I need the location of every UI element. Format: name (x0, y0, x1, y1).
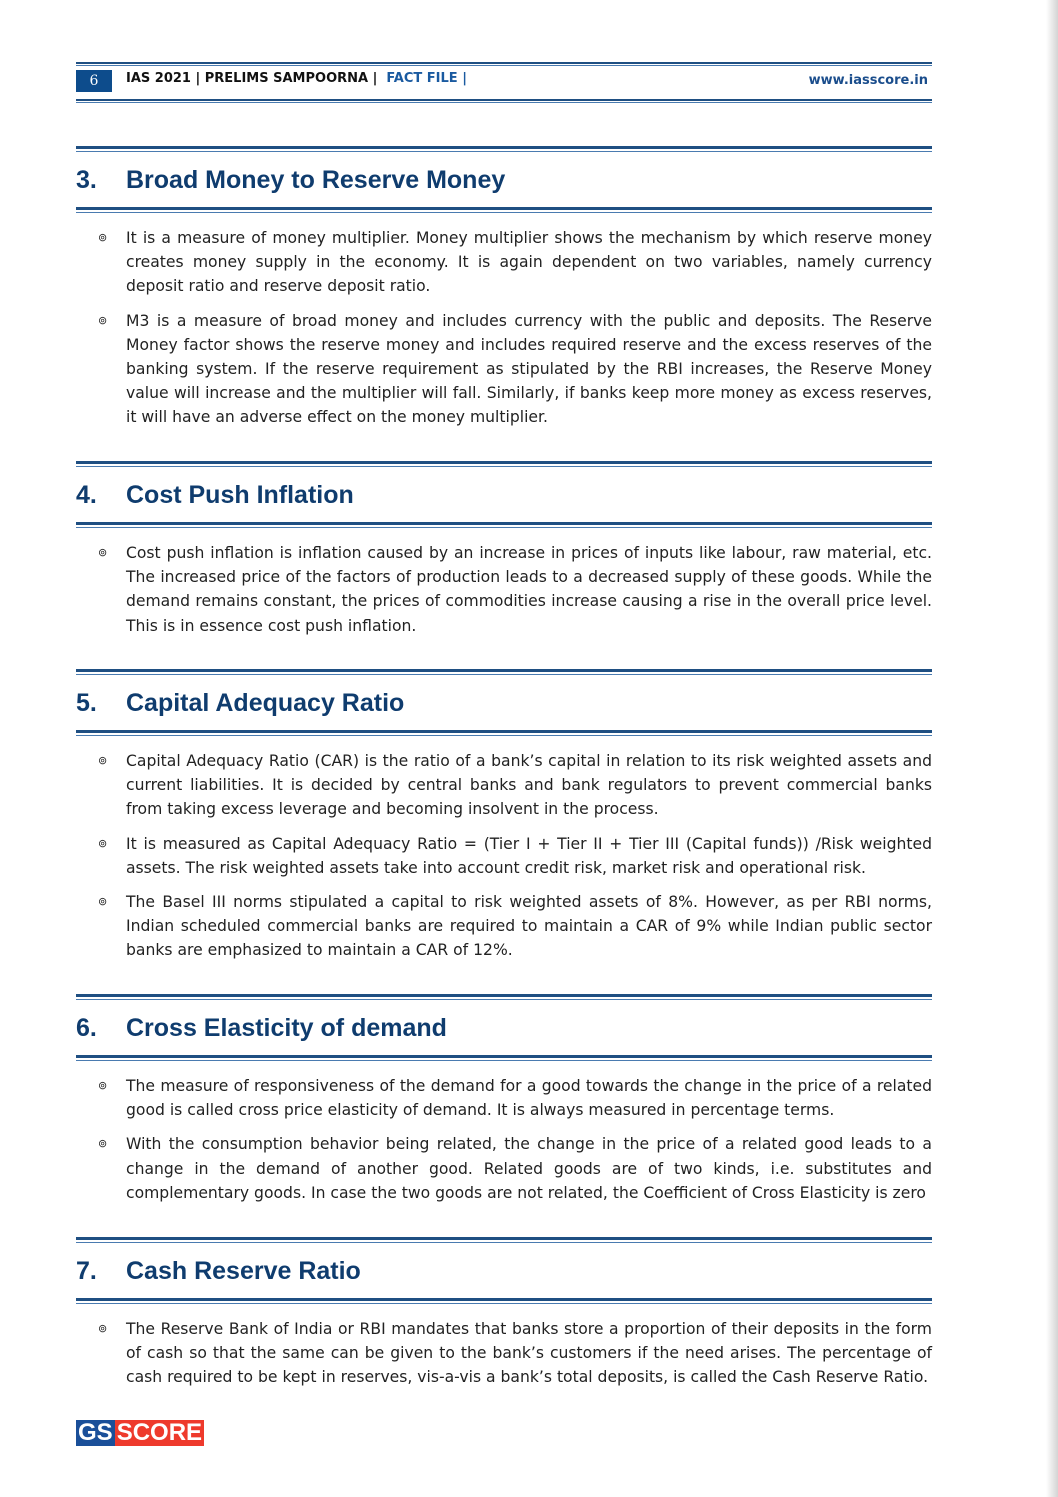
section (76, 685, 932, 973)
section (76, 477, 932, 648)
section-number: 7. (76, 1257, 97, 1285)
bullet-text: Capital Adequacy Ratio (CAR) is the ratio of a bank’s capital in relation to its risk weighted assets and current liabilities. It is decided by central banks and bank regulators to prevent commercial banks from taking excess leverage and becoming insolvent in the process. (126, 752, 932, 819)
bullet-item (98, 226, 932, 299)
section-number: 4. (76, 481, 97, 509)
section-heading (76, 1253, 932, 1289)
bullet-item (98, 749, 932, 822)
section-top-rule (76, 1237, 932, 1243)
section-bottom-rule (76, 1298, 932, 1304)
section-top-rule (76, 669, 932, 675)
section (76, 1253, 932, 1400)
section-bottom-rule (76, 1055, 932, 1061)
section-number: 6. (76, 1014, 97, 1042)
section-bottom-rule (76, 522, 932, 528)
section-title: Capital Adequacy Ratio (126, 689, 405, 717)
section-heading (76, 162, 932, 198)
section (76, 1010, 932, 1215)
bullet-text: Cost push inflation is inflation caused by an increase in prices of inputs like labour, raw material, etc. The increased price of the factors of production leads to a decreased supply of these goods. While the demand remains constant, the prices of commodities increase causing a rise in the overall price level. This is in essence cost push inflation. (126, 544, 932, 635)
header-title (126, 71, 467, 86)
bullet-text: It is a measure of money multiplier. Money multiplier shows the mechanism by which reserve money creates money supply in the economy. It is again dependent on two variables, namely currency deposit ratio and reserve deposit ratio. (126, 229, 932, 296)
bullet-icon: ⊚ (98, 546, 108, 559)
header-section: FACT FILE | (386, 71, 467, 86)
bullet-item (98, 1074, 932, 1122)
section-title: Broad Money to Reserve Money (126, 166, 506, 194)
page-header (76, 68, 932, 94)
bullet-list (76, 541, 932, 638)
header-bottom-rule (76, 99, 932, 103)
gsscore-logo (76, 1420, 204, 1446)
header-top-rule (76, 62, 932, 66)
bullet-text: M3 is a measure of broad money and includes currency with the public and deposits. The Reserve Money factor shows the reserve money and includes required reserve and the excess reserves of the banking system. If the reserve requirement as stipulated by the RBI increases, the Reserve Money value will increase and the multiplier will fall. Similarly, if banks keep more money as excess reserves, it will have an adverse effect on the money multiplier. (126, 311, 932, 427)
bullet-text: The Reserve Bank of India or RBI mandates that banks store a proportion of their deposits in the form of cash so that the same can be given to the bank’s customers if the need arises. The percentage of cash required to be kept in reserves, vis-a-vis a bank’s total deposits, is called the Cash Reserve Ratio. (126, 1320, 932, 1387)
bullet-item (98, 309, 932, 430)
bullet-text: The Basel III norms stipulated a capital to risk weighted assets of 8%. However, as per RBI norms, Indian scheduled commercial banks are required to maintain a CAR of 9% while Indian public sector banks are emphasized to maintain a CAR of 12%. (126, 893, 932, 960)
bullet-list (76, 226, 932, 430)
logo-gs: GS (78, 1419, 113, 1446)
bullet-icon: ⊚ (98, 313, 108, 327)
bullet-text: It is measured as Capital Adequacy Ratio = (Tier I + Tier II + Tier III (Capital funds)) /Risk weighted assets. The risk weighted assets take into account credit risk, market risk and operational risk. (126, 834, 932, 877)
section-heading (76, 477, 932, 513)
bullet-list (76, 1317, 932, 1390)
section-number: 5. (76, 689, 97, 717)
bullet-icon: ⊚ (98, 895, 108, 909)
section-bottom-rule (76, 730, 932, 736)
section-heading (76, 1010, 932, 1046)
section-title: Cash Reserve Ratio (126, 1257, 361, 1285)
bullet-list (76, 1074, 932, 1205)
bullet-item (98, 890, 932, 963)
section-number: 3. (76, 166, 97, 194)
bullet-icon: ⊚ (98, 1322, 108, 1335)
bullet-icon: ⊚ (98, 1137, 108, 1151)
section-top-rule (76, 146, 932, 152)
bullet-item (98, 1132, 932, 1205)
header-url[interactable]: www.iasscore.in (808, 73, 928, 88)
bullet-item (98, 1317, 932, 1390)
section-bottom-rule (76, 207, 932, 213)
logo-score: SCORE (116, 1419, 203, 1446)
page-edge-shadow (1046, 0, 1058, 1497)
section (76, 162, 932, 440)
section-title: Cost Push Inflation (126, 481, 354, 509)
bullet-icon: ⊚ (98, 231, 108, 244)
bullet-item (98, 541, 932, 638)
section-title: Cross Elasticity of demand (126, 1014, 447, 1042)
bullet-icon: ⊚ (98, 1079, 108, 1092)
bullet-item (98, 832, 932, 880)
bullet-text: With the consumption behavior being related, the change in the price of a related good leads to a change in the demand of another good. Related goods are of two kinds, i.e. substitutes and complementary goods. In case the two goods are not related, the Coefficient of Cross Elasticity is zero (126, 1135, 932, 1202)
section-heading (76, 685, 932, 721)
section-top-rule (76, 994, 932, 1000)
bullet-icon: ⊚ (98, 754, 108, 767)
page-number: 6 (76, 70, 112, 92)
bullet-icon: ⊚ (98, 836, 108, 850)
bullet-text: The measure of responsiveness of the demand for a good towards the change in the price of a related good is called cross price elasticity of demand. It is always measured in percentage terms. (126, 1077, 932, 1120)
header-book-title: IAS 2021 | PRELIMS SAMPOORNA | (126, 71, 378, 86)
section-top-rule (76, 461, 932, 467)
bullet-list (76, 749, 932, 963)
